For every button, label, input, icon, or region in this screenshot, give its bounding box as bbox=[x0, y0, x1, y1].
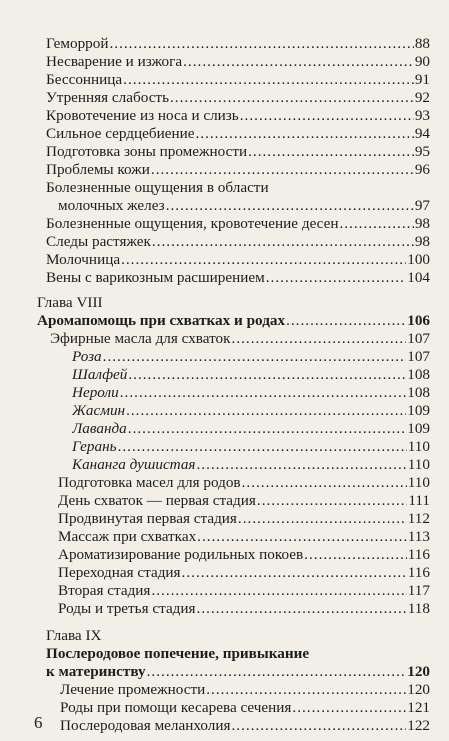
toc-entry-title: Послеродовая меланхолия bbox=[60, 717, 231, 734]
toc-entry-page: 120 bbox=[407, 681, 430, 698]
toc-entry-page: 98 bbox=[414, 215, 430, 232]
toc-entry bbox=[72, 420, 430, 438]
toc-entry bbox=[58, 546, 430, 564]
toc-entry-page: 111 bbox=[408, 492, 430, 509]
toc-entry-page: 122 bbox=[407, 717, 430, 734]
toc-entry-page: 96 bbox=[414, 161, 430, 178]
toc-entry-title: Жасмин bbox=[72, 402, 126, 419]
toc-entry-title: Ароматизирование родильных покоев bbox=[58, 546, 304, 563]
toc-entry bbox=[46, 89, 430, 107]
toc-entry-title: Подготовка зоны промежности bbox=[46, 143, 248, 160]
toc-entry-page: 88 bbox=[414, 35, 430, 52]
chapter-label: Глава IX bbox=[46, 627, 102, 644]
toc-entry bbox=[58, 510, 430, 528]
toc-entry bbox=[72, 402, 430, 420]
toc-entry-page: 108 bbox=[407, 384, 430, 401]
toc-entry-page: 118 bbox=[407, 600, 430, 617]
toc-entry-title: Кровотечение из носа и слизь bbox=[46, 107, 239, 124]
toc-entry-page: 95 bbox=[414, 143, 430, 160]
toc-entry-page: 93 bbox=[414, 107, 430, 124]
chapter-label: Глава VIII bbox=[37, 294, 103, 311]
chapter-title-text: Аромапомощь при схватках и родах bbox=[37, 312, 286, 329]
toc-entry bbox=[58, 564, 430, 582]
toc-entry bbox=[72, 456, 430, 474]
toc-entry-page: 108 bbox=[407, 366, 430, 383]
toc-entry bbox=[46, 143, 430, 161]
toc-entry-title: Несварение и изжога bbox=[46, 53, 183, 70]
toc-entry-page: 100 bbox=[407, 251, 430, 268]
toc-entry-title: Болезненные ощущения, кровотечение десен bbox=[46, 215, 339, 232]
toc-entry-page: 107 bbox=[407, 348, 430, 365]
toc-entry bbox=[58, 600, 430, 618]
toc-entry bbox=[58, 474, 430, 492]
toc-entry-title: Роды и третья стадия bbox=[58, 600, 196, 617]
toc-entry-title: Проблемы кожи bbox=[46, 161, 150, 178]
toc-entry-page: 116 bbox=[407, 564, 430, 581]
toc-entry-title: Кананга душистая bbox=[72, 456, 196, 473]
toc-entry bbox=[58, 582, 430, 600]
chapter-title-text: Послеродовое попечение, привыкание bbox=[46, 645, 310, 662]
toc-entry-title: Массаж при схватках bbox=[58, 528, 197, 545]
toc-entry-title: Переходная стадия bbox=[58, 564, 181, 581]
toc-entry bbox=[72, 366, 430, 384]
toc-entry-title: Лечение промежности bbox=[60, 681, 206, 698]
toc-entry bbox=[50, 330, 430, 348]
toc-entry-page: 98 bbox=[414, 233, 430, 250]
toc-entry-title: Геморрой bbox=[46, 35, 109, 52]
chapter-title-page: 120 bbox=[407, 663, 430, 680]
toc-entry-title: Роза bbox=[72, 348, 102, 365]
toc-entry-page: 90 bbox=[414, 53, 430, 70]
toc-entry-page: 110 bbox=[407, 438, 430, 455]
toc-entry bbox=[46, 269, 430, 287]
toc-entry-page: 107 bbox=[407, 330, 430, 347]
toc-entry-page: 109 bbox=[407, 420, 430, 437]
toc-entry-title: Утренняя слабость bbox=[46, 89, 169, 106]
toc-entry-title: Сильное сердцебиение bbox=[46, 125, 195, 142]
toc-entry bbox=[72, 348, 430, 366]
chapter-title bbox=[37, 312, 430, 330]
toc-entry-page: 94 bbox=[414, 125, 430, 142]
toc-entry bbox=[46, 233, 430, 251]
toc-entry-page: 92 bbox=[414, 89, 430, 106]
toc-entry bbox=[46, 71, 430, 89]
toc-entry-title: Вены с варикозным расширением bbox=[46, 269, 265, 286]
toc-entry bbox=[60, 699, 430, 717]
toc-entry bbox=[46, 161, 430, 179]
toc-entry-title: День схваток — первая стадия bbox=[58, 492, 256, 509]
toc-entry-page: 104 bbox=[407, 269, 430, 286]
chapter-title-page: 106 bbox=[407, 312, 430, 329]
toc-entry bbox=[60, 681, 430, 699]
toc-entry-page: 116 bbox=[407, 546, 430, 563]
toc-entry bbox=[72, 438, 430, 456]
toc-entry-page: 97 bbox=[414, 197, 430, 214]
toc-entry-title: Подготовка масел для родов bbox=[58, 474, 241, 491]
toc-entry-page: 112 bbox=[407, 510, 430, 527]
toc-entry-page: 113 bbox=[407, 528, 430, 545]
toc-entry bbox=[46, 251, 430, 269]
toc-entry bbox=[58, 528, 430, 546]
toc-entry bbox=[46, 215, 430, 233]
toc-entry-title: Молочница bbox=[46, 251, 121, 268]
toc-entry-title: Следы растяжек bbox=[46, 233, 151, 250]
toc-entry bbox=[58, 197, 430, 215]
toc-entry bbox=[46, 53, 430, 71]
toc-entry bbox=[58, 492, 430, 510]
toc-entry-title: Шалфей bbox=[72, 366, 128, 383]
toc-entry-page: 121 bbox=[407, 699, 430, 716]
toc-entry-page: 91 bbox=[414, 71, 430, 88]
toc-entry-title: Нероли bbox=[72, 384, 119, 401]
toc-entry-title: Бессонница bbox=[46, 71, 123, 88]
toc-entry-title: молочных желез bbox=[58, 197, 165, 214]
toc-entry-page: 109 bbox=[407, 402, 430, 419]
toc-entry-page: 117 bbox=[407, 582, 430, 599]
toc-entry-title: Вторая стадия bbox=[58, 582, 151, 599]
chapter-title-text: к материнству bbox=[46, 663, 146, 680]
toc-entry bbox=[46, 35, 430, 53]
chapter-title bbox=[46, 663, 430, 681]
page-number: 6 bbox=[34, 713, 43, 732]
toc-entry-title: Роды при помощи кесарева сечения bbox=[60, 699, 292, 716]
toc-entry-title: Эфирные масла для схваток bbox=[50, 330, 231, 347]
toc-entry bbox=[72, 384, 430, 402]
toc-entry-title: Продвинутая первая стадия bbox=[58, 510, 237, 527]
toc-entry bbox=[60, 717, 430, 735]
toc-entry-page: 110 bbox=[407, 474, 430, 491]
toc-entry-title: Болезненные ощущения в области bbox=[46, 179, 269, 196]
toc-entry-title: Герань bbox=[72, 438, 117, 455]
toc-entry bbox=[46, 107, 430, 125]
toc-entry-page: 110 bbox=[407, 456, 430, 473]
toc-entry-title: Лаванда bbox=[72, 420, 127, 437]
toc-entry bbox=[46, 125, 430, 143]
